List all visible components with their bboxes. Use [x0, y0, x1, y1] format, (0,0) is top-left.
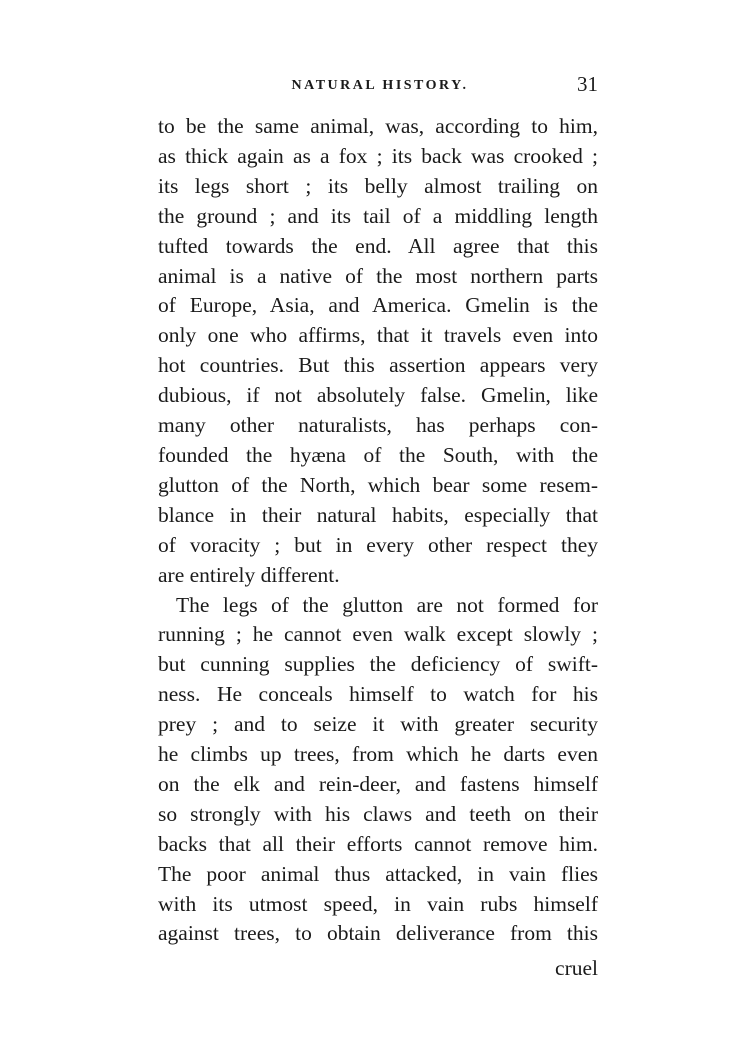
text-line: glutton of the North, which bear some resem- — [158, 472, 598, 497]
text-line: many other naturalists, has perhaps con- — [158, 413, 598, 438]
text-line: dubious, if not absolutely false. Gmelin, like — [158, 383, 598, 408]
text-line: animal is a native of the most northern parts — [158, 263, 598, 288]
text-line: to be the same animal, was, according to him, — [158, 114, 598, 138]
text-line: ness. He conceals himself to watch for his — [158, 682, 598, 707]
text-line: only one who affirms, that it travels even into — [158, 323, 598, 348]
text-line: hot countries. But this assertion appears very — [158, 353, 598, 378]
body-text — [158, 112, 598, 949]
text-line: founded the hyæna of the South, with the — [158, 442, 598, 467]
text-line: he climbs up trees, from which he darts even — [158, 742, 598, 767]
text-line: on the elk and rein-deer, and fastens himself — [158, 771, 598, 796]
text-line: with its utmost speed, in vain rubs himself — [158, 891, 598, 916]
page-header — [160, 72, 600, 102]
text-line: tufted towards the end. All agree that this — [158, 233, 598, 258]
text-line: prey ; and to seize it with greater security — [158, 712, 598, 737]
text-line: against trees, to obtain deliverance from this — [158, 921, 598, 946]
paragraph-first-line: The legs of the glutton are not formed for — [176, 592, 598, 617]
running-head: NATURAL HISTORY. — [291, 78, 469, 93]
text-line: of voracity ; but in every other respect they — [158, 532, 598, 557]
text-line: backs that all their efforts cannot remove him. — [158, 831, 598, 856]
text-line: its legs short ; its belly almost trailing on — [158, 173, 598, 198]
text-line: running ; he cannot even walk except slowly ; — [158, 622, 598, 647]
text-line: are entirely different. — [158, 562, 340, 587]
text-line: blance in their natural habits, especially that — [158, 502, 598, 527]
text-line: of Europe, Asia, and America. Gmelin is the — [158, 293, 598, 318]
text-line: so strongly with his claws and teeth on their — [158, 801, 598, 826]
text-line: the ground ; and its tail of a middling length — [158, 203, 598, 228]
page-number: 31 — [577, 72, 598, 96]
text-line: as thick again as a fox ; its back was crooked ; — [158, 143, 598, 168]
catchword: cruel — [555, 956, 598, 980]
text-line: but cunning supplies the deficiency of swift- — [158, 652, 598, 677]
text-line: The poor animal thus attacked, in vain flies — [158, 861, 598, 886]
